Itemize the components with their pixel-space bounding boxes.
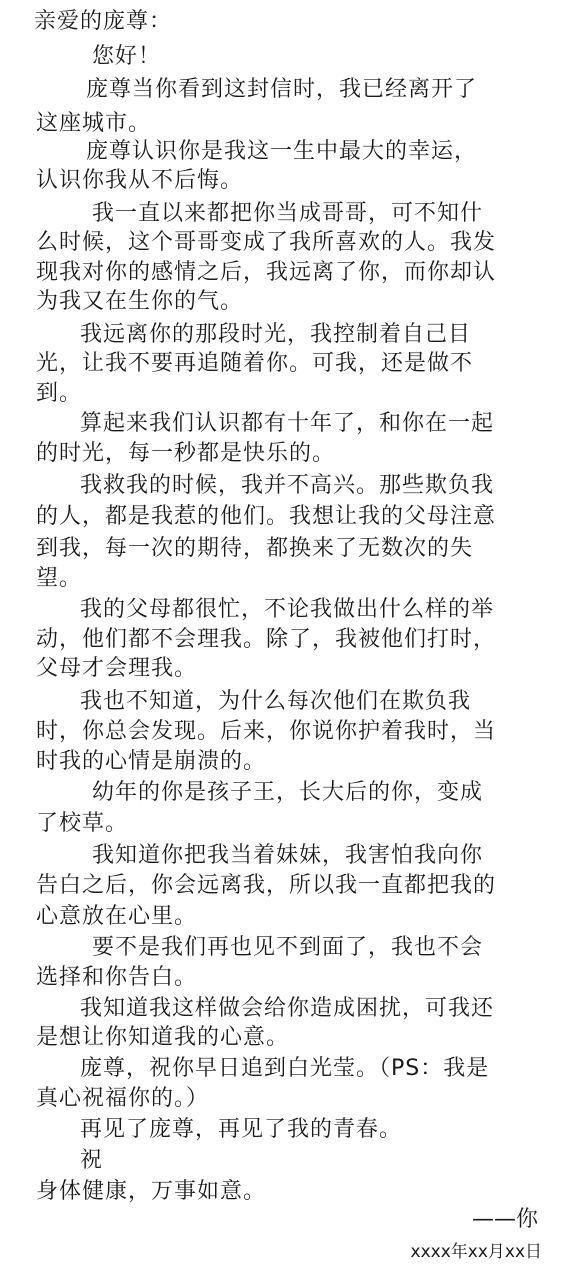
- letter-date: xxxx年xx月xx日: [410, 1242, 542, 1262]
- letter-line: 现我对你的感情之后，我远离了你，而你却认: [36, 260, 497, 285]
- letter-line: 认识你我从不后悔。: [36, 168, 244, 193]
- letter-line: 的人，都是我惹的他们。我想让我的父母注意: [36, 504, 497, 529]
- letter-line: 父母才会理我。: [36, 656, 198, 681]
- letter-line: 心意放在心里。: [36, 904, 198, 929]
- letter-line: 告白之后，你会远离我，所以我一直都把我的: [36, 873, 497, 898]
- letter-line: 时，你总会发现。后来，你说你护着我时，当: [36, 719, 497, 744]
- greeting: 您好！: [92, 44, 162, 69]
- letter-line: 了校草。: [36, 811, 129, 836]
- letter-line: 算起来我们认识都有十年了，和你在一起: [80, 411, 495, 436]
- letter-line: 我的父母都很忙，不论我做出什么样的举: [80, 597, 495, 622]
- signature: ——你: [471, 1207, 538, 1232]
- letter-line: 我一直以来都把你当成哥哥，可不知什: [92, 201, 484, 226]
- closing-blessing: 身体健康，万事如意。: [36, 1179, 267, 1204]
- letter-line: 我知道我这样做会给你造成困扰，可我还: [80, 996, 495, 1021]
- letter-line: 到。: [36, 381, 83, 406]
- letter-line: 庞尊，祝你早日追到白光莹。（PS：我是: [80, 1056, 490, 1081]
- letter-line: 我远离你的那段时光，我控制着自己目: [80, 322, 472, 347]
- letter-line: 为我又在生你的气。: [36, 289, 244, 314]
- salutation: 亲爱的庞尊：: [34, 9, 173, 34]
- letter-line: 真心祝福你的。）: [36, 1086, 210, 1111]
- letter-line: 望。: [36, 566, 83, 591]
- letter-line: 我知道你把我当着妹妹，我害怕我向你: [92, 843, 484, 868]
- letter-line: 光，让我不要再追随着你。可我，还是做不: [36, 351, 474, 376]
- letter-line: 动，他们都不会理我。除了，我被他们打时，: [36, 627, 497, 652]
- letter-line: 选择和你告白。: [36, 965, 198, 990]
- letter-line: 的时光，每一秒都是快乐的。: [36, 441, 336, 466]
- letter-line: 我也不知道，为什么每次他们在欺负我: [80, 689, 472, 714]
- letter-line: 要不是我们再也见不到面了，我也不会: [92, 935, 484, 960]
- letter-line: 时我的心情是崩溃的。: [36, 749, 267, 774]
- letter-line: 庞尊认识你是我这一生中最大的幸运，: [86, 139, 478, 164]
- letter-line: 庞尊当你看到这封信时，我已经离开了: [86, 77, 478, 102]
- letter-line: 幼年的你是孩子王，长大后的你，变成: [92, 780, 484, 805]
- letter-line: 是想让你知道我的心意。: [36, 1025, 290, 1050]
- closing-wish: 祝: [80, 1148, 104, 1173]
- letter-line: 么时候，这个哥哥变成了我所喜欢的人。我发: [36, 230, 497, 255]
- letter-line: 我救我的时候，我并不高兴。那些欺负我: [80, 473, 495, 498]
- letter-line: 再见了庞尊，再见了我的青春。: [80, 1117, 403, 1142]
- letter-line: 这座城市。: [36, 111, 152, 136]
- letter-line: 到我，每一次的期待，都换来了无数次的失: [36, 536, 474, 561]
